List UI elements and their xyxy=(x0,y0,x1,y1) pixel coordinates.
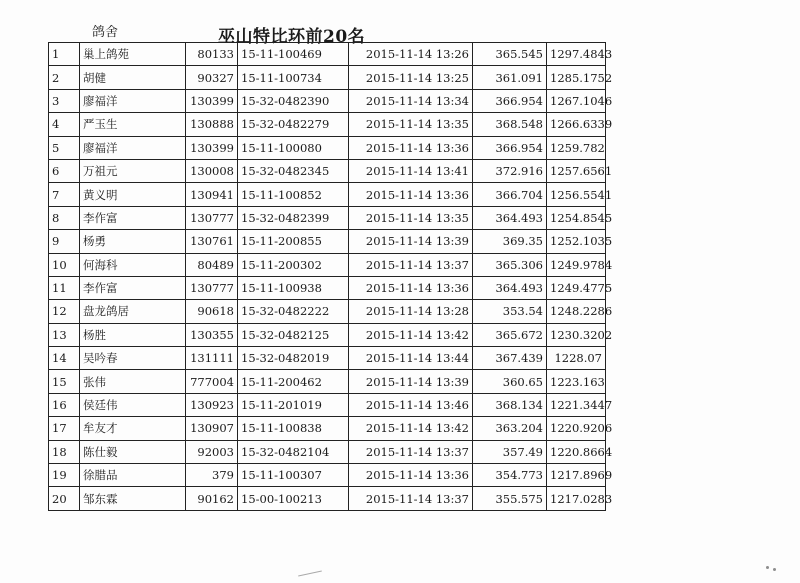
rank-cell: 11 xyxy=(49,276,80,299)
table-row xyxy=(49,440,606,463)
rank-cell: 13 xyxy=(49,323,80,346)
speed-cell: 1248.2286 xyxy=(547,300,606,323)
loft-name-cell: 胡健 xyxy=(80,66,186,89)
distance-cell: 357.49 xyxy=(473,440,547,463)
member-id-cell: 130399 xyxy=(186,89,238,112)
arrival-time-cell: 2015-11-14 13:37 xyxy=(349,440,473,463)
ring-number-cell: 15-11-100734 xyxy=(238,66,349,89)
ring-number-cell: 15-32-0482019 xyxy=(238,347,349,370)
results-table-body xyxy=(49,43,613,511)
distance-cell: 365.672 xyxy=(473,323,547,346)
distance-cell: 361.091 xyxy=(473,66,547,89)
loft-column-header: 鸽舍 xyxy=(92,25,119,40)
scan-artifact xyxy=(766,566,769,569)
table-row xyxy=(49,66,606,89)
member-id-cell: 130761 xyxy=(186,230,238,253)
speed-cell: 1259.782 xyxy=(547,136,606,159)
speed-cell: 1266.6339 xyxy=(547,113,606,136)
table-row xyxy=(49,113,606,136)
table-row xyxy=(49,393,606,416)
rank-cell: 7 xyxy=(49,183,80,206)
distance-cell: 365.306 xyxy=(473,253,547,276)
rank-cell: 2 xyxy=(49,66,80,89)
rank-cell: 4 xyxy=(49,113,80,136)
table-row xyxy=(49,89,606,112)
distance-cell: 368.548 xyxy=(473,113,547,136)
distance-cell: 366.954 xyxy=(473,89,547,112)
speed-cell: 1257.6561 xyxy=(547,159,606,182)
table-row xyxy=(49,43,606,66)
scan-artifact xyxy=(298,571,322,577)
speed-cell: 1252.1035 xyxy=(547,230,606,253)
ring-number-cell: 15-00-100213 xyxy=(238,487,349,510)
rank-cell: 1 xyxy=(49,43,80,66)
arrival-time-cell: 2015-11-14 13:35 xyxy=(349,206,473,229)
table-row xyxy=(49,323,606,346)
page-title: 巫山特比环前20名 xyxy=(218,27,366,47)
member-id-cell: 130923 xyxy=(186,393,238,416)
speed-cell: 1217.8969 xyxy=(547,464,606,487)
arrival-time-cell: 2015-11-14 13:28 xyxy=(349,300,473,323)
arrival-time-cell: 2015-11-14 13:46 xyxy=(349,393,473,416)
arrival-time-cell: 2015-11-14 13:44 xyxy=(349,347,473,370)
ring-number-cell: 15-32-0482222 xyxy=(238,300,349,323)
arrival-time-cell: 2015-11-14 13:41 xyxy=(349,159,473,182)
loft-name-cell: 何海科 xyxy=(80,253,186,276)
loft-name-cell: 廖福洋 xyxy=(80,89,186,112)
loft-name-cell: 邹东霖 xyxy=(80,487,186,510)
table-row xyxy=(49,183,606,206)
scan-artifact xyxy=(773,568,776,571)
distance-cell: 363.204 xyxy=(473,417,547,440)
table-row xyxy=(49,347,606,370)
arrival-time-cell: 2015-11-14 13:39 xyxy=(349,230,473,253)
loft-name-cell: 杨勇 xyxy=(80,230,186,253)
ring-number-cell: 15-11-200302 xyxy=(238,253,349,276)
ring-number-cell: 15-32-0482104 xyxy=(238,440,349,463)
arrival-time-cell: 2015-11-14 13:36 xyxy=(349,136,473,159)
rank-cell: 17 xyxy=(49,417,80,440)
arrival-time-cell: 2015-11-14 13:42 xyxy=(349,417,473,440)
rank-cell: 8 xyxy=(49,206,80,229)
member-id-cell: 130355 xyxy=(186,323,238,346)
member-id-cell: 130399 xyxy=(186,136,238,159)
loft-name-cell: 盘龙鸽居 xyxy=(80,300,186,323)
table-row xyxy=(49,464,606,487)
table-row xyxy=(49,276,606,299)
ring-number-cell: 15-11-100838 xyxy=(238,417,349,440)
speed-cell: 1220.9206 xyxy=(547,417,606,440)
arrival-time-cell: 2015-11-14 13:34 xyxy=(349,89,473,112)
table-row xyxy=(49,487,606,510)
member-id-cell: 80489 xyxy=(186,253,238,276)
speed-cell: 1285.1752 xyxy=(547,66,606,89)
member-id-cell: 130907 xyxy=(186,417,238,440)
speed-cell: 1223.163 xyxy=(547,370,606,393)
speed-cell: 1297.4843 xyxy=(547,43,606,66)
ring-number-cell: 15-32-0482279 xyxy=(238,113,349,136)
rank-cell: 3 xyxy=(49,89,80,112)
loft-name-cell: 廖福洋 xyxy=(80,136,186,159)
ring-number-cell: 15-11-100080 xyxy=(238,136,349,159)
member-id-cell: 90618 xyxy=(186,300,238,323)
distance-cell: 366.704 xyxy=(473,183,547,206)
speed-cell: 1249.9784 xyxy=(547,253,606,276)
distance-cell: 365.545 xyxy=(473,43,547,66)
distance-cell: 367.439 xyxy=(473,347,547,370)
ring-number-cell: 15-32-0482390 xyxy=(238,89,349,112)
speed-cell: 1217.0283 xyxy=(547,487,606,510)
speed-cell: 1228.07 xyxy=(547,347,606,370)
ring-number-cell: 15-32-0482125 xyxy=(238,323,349,346)
member-id-cell: 379 xyxy=(186,464,238,487)
distance-cell: 355.575 xyxy=(473,487,547,510)
table-row xyxy=(49,253,606,276)
distance-cell: 364.493 xyxy=(473,276,547,299)
member-id-cell: 131111 xyxy=(186,347,238,370)
member-id-cell: 130888 xyxy=(186,113,238,136)
loft-name-cell: 吴吟春 xyxy=(80,347,186,370)
loft-name-cell: 杨胜 xyxy=(80,323,186,346)
loft-name-cell: 巢上鸽苑 xyxy=(80,43,186,66)
distance-cell: 369.35 xyxy=(473,230,547,253)
arrival-time-cell: 2015-11-14 13:25 xyxy=(349,66,473,89)
ring-number-cell: 15-11-100307 xyxy=(238,464,349,487)
table-row xyxy=(49,230,606,253)
speed-cell: 1249.4775 xyxy=(547,276,606,299)
rank-cell: 5 xyxy=(49,136,80,159)
ring-number-cell: 15-11-201019 xyxy=(238,393,349,416)
loft-name-cell: 陈仕毅 xyxy=(80,440,186,463)
loft-name-cell: 黄义明 xyxy=(80,183,186,206)
member-id-cell: 90327 xyxy=(186,66,238,89)
rank-cell: 10 xyxy=(49,253,80,276)
table-row xyxy=(49,370,606,393)
speed-cell: 1220.8664 xyxy=(547,440,606,463)
rank-cell: 18 xyxy=(49,440,80,463)
arrival-time-cell: 2015-11-14 13:37 xyxy=(349,253,473,276)
ring-number-cell: 15-32-0482399 xyxy=(238,206,349,229)
loft-name-cell: 严玉生 xyxy=(80,113,186,136)
distance-cell: 354.773 xyxy=(473,464,547,487)
ring-number-cell: 15-11-200855 xyxy=(238,230,349,253)
speed-cell: 1221.3447 xyxy=(547,393,606,416)
member-id-cell: 130777 xyxy=(186,276,238,299)
speed-cell: 1267.1046 xyxy=(547,89,606,112)
member-id-cell: 777004 xyxy=(186,370,238,393)
loft-name-cell: 徐腊品 xyxy=(80,464,186,487)
ring-number-cell: 15-11-100938 xyxy=(238,276,349,299)
ring-number-cell: 15-11-100852 xyxy=(238,183,349,206)
arrival-time-cell: 2015-11-14 13:36 xyxy=(349,183,473,206)
rank-cell: 15 xyxy=(49,370,80,393)
table-row xyxy=(49,136,606,159)
member-id-cell: 130941 xyxy=(186,183,238,206)
speed-cell: 1230.3202 xyxy=(547,323,606,346)
distance-cell: 360.65 xyxy=(473,370,547,393)
rank-cell: 16 xyxy=(49,393,80,416)
distance-cell: 364.493 xyxy=(473,206,547,229)
table-row xyxy=(49,300,606,323)
rank-cell: 14 xyxy=(49,347,80,370)
table-row xyxy=(49,417,606,440)
arrival-time-cell: 2015-11-14 13:36 xyxy=(349,276,473,299)
loft-name-cell: 张伟 xyxy=(80,370,186,393)
arrival-time-cell: 2015-11-14 13:42 xyxy=(349,323,473,346)
member-id-cell: 90162 xyxy=(186,487,238,510)
member-id-cell: 130008 xyxy=(186,159,238,182)
distance-cell: 353.54 xyxy=(473,300,547,323)
member-id-cell: 80133 xyxy=(186,43,238,66)
speed-cell: 1254.8545 xyxy=(547,206,606,229)
arrival-time-cell: 2015-11-14 13:36 xyxy=(349,464,473,487)
arrival-time-cell: 2015-11-14 13:35 xyxy=(349,113,473,136)
distance-cell: 368.134 xyxy=(473,393,547,416)
loft-name-cell: 牟友才 xyxy=(80,417,186,440)
member-id-cell: 130777 xyxy=(186,206,238,229)
rank-cell: 12 xyxy=(49,300,80,323)
ring-number-cell: 15-11-200462 xyxy=(238,370,349,393)
ring-number-cell: 15-11-100469 xyxy=(238,43,349,66)
loft-name-cell: 李作富 xyxy=(80,206,186,229)
distance-cell: 372.916 xyxy=(473,159,547,182)
rank-cell: 6 xyxy=(49,159,80,182)
loft-name-cell: 侯廷伟 xyxy=(80,393,186,416)
rank-cell: 19 xyxy=(49,464,80,487)
ring-number-cell: 15-32-0482345 xyxy=(238,159,349,182)
arrival-time-cell: 2015-11-14 13:37 xyxy=(349,487,473,510)
loft-name-cell: 万祖元 xyxy=(80,159,186,182)
distance-cell: 366.954 xyxy=(473,136,547,159)
speed-cell: 1256.5541 xyxy=(547,183,606,206)
member-id-cell: 92003 xyxy=(186,440,238,463)
rank-cell: 20 xyxy=(49,487,80,510)
table-row xyxy=(49,159,606,182)
rank-cell: 9 xyxy=(49,230,80,253)
arrival-time-cell: 2015-11-14 13:39 xyxy=(349,370,473,393)
results-table xyxy=(48,42,613,511)
loft-name-cell: 李作富 xyxy=(80,276,186,299)
table-row xyxy=(49,206,606,229)
arrival-time-cell: 2015-11-14 13:26 xyxy=(349,43,473,66)
